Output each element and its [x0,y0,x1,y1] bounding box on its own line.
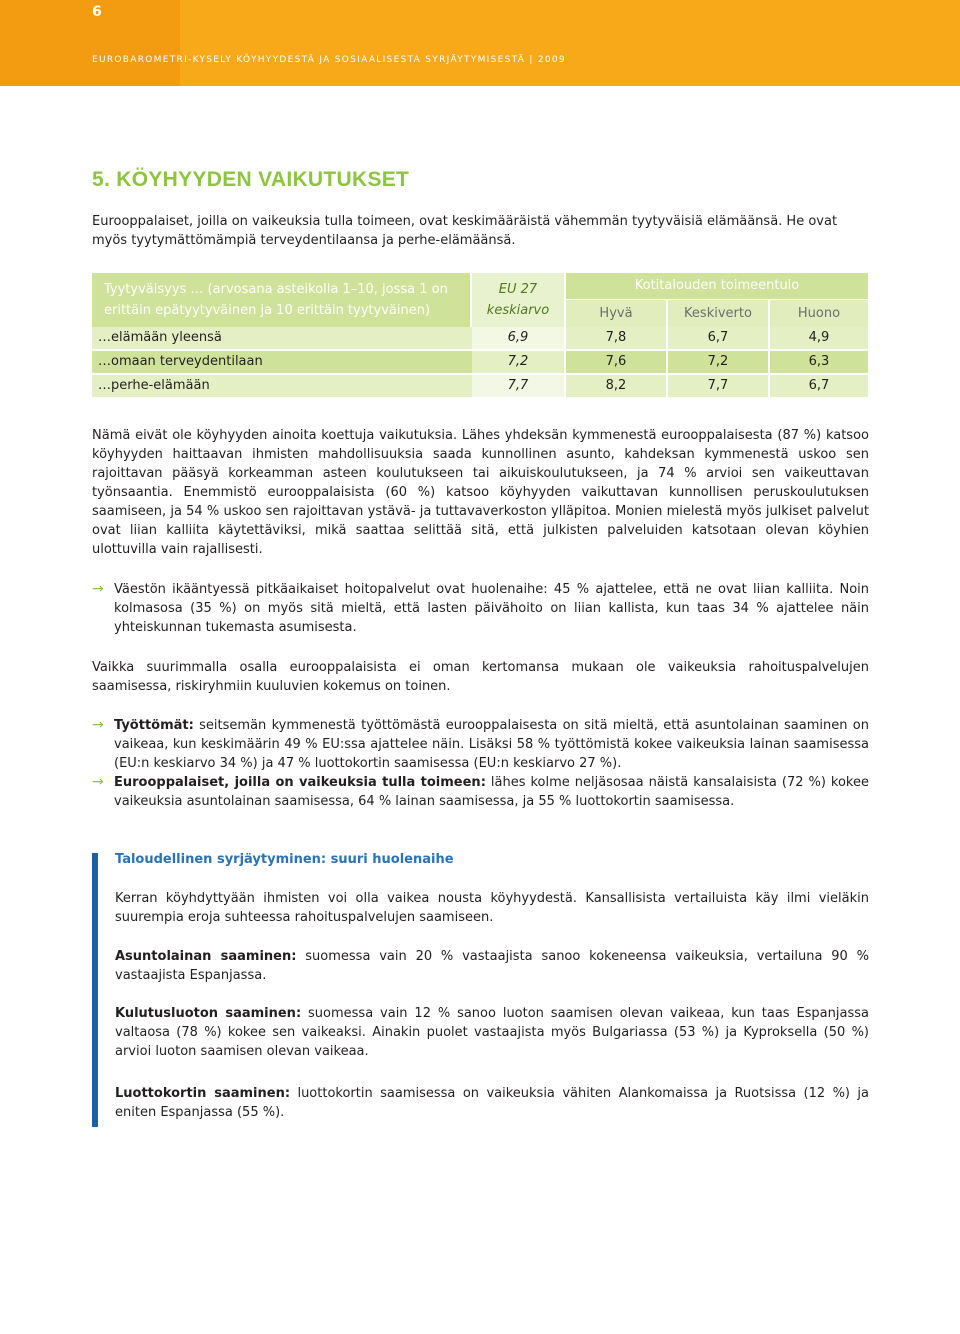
row-good: 8,2 [605,378,627,393]
sidebar-accent-bar [92,853,98,1127]
row-poor: 6,7 [808,378,830,393]
table-header-eu [472,273,564,327]
row-average: 6,7 [707,330,729,345]
arrow-right-icon: → [92,774,104,790]
sidebar-item-text: luottokortin saamisessa on vaikeuksia vähiten Alankomaissa ja Ruotsissa (12 %) ja eniten Espanjassa (55 %). [115,1086,869,1120]
bullet-text [114,773,869,811]
row-good: 7,8 [605,330,627,345]
sidebar-item-bold: Kulutusluoton saaminen: [115,1006,302,1021]
sidebar-title: Taloudellinen syrjäytyminen: suuri huolenaihe [115,852,454,867]
intro-paragraph: Eurooppalaiset, joilla on vaikeuksia tulla toimeen, ovat keskimääräistä vähemmän tyytyväisiä elämäänsä. He ovat myös tyytymättömämpiä terveydentilaansa ja perhe-elämäänsä. [92,214,838,248]
paragraph-finance: Vaikka suurimmalla osalla eurooppalaisista ei oman kertomansa mukaan ole vaikeuksia rahoituspalvelujen saamisessa, riskiryhmiin kuuluvien kokemus on toinen. [92,660,869,694]
eu-line1: EU 27 [498,282,538,297]
row-label: …omaan terveydentilaan [98,354,263,369]
row-poor: 6,3 [808,354,830,369]
row-average: 7,2 [707,354,729,369]
subheader-good: Hyvä [566,300,666,327]
row-poor: 4,9 [808,330,830,345]
row-good: 7,6 [605,354,627,369]
header-tab [0,0,180,86]
table-header-label: Tyytyväisyys … (arvosana asteikolla 1–10, jossa 1 on erittäin epätyytyväinen ja 10 erittäin tyytyväinen) [104,282,448,318]
bullet-text: Väestön ikääntyessä pitkäaikaiset hoitopalvelut ovat huolenaihe: 45 % ajattelee, että ne ovat liian kalliita. Noin kolmasosa (35 %) on myös sitä mieltä, että lasten päivähoito on liian kallista, kun taas 34 % ajattelee näin yhteiskunnan tukemasta asumisesta. [114,582,869,635]
subheader-average: Keskiverto [668,300,768,327]
sidebar-item-text: suomessa vain 12 % sanoo luoton saamisen olevan vaikeaa, kun taas Espanjassa valtaosa (78 %) kokee sen vaikeaksi. Ainakin puolet vastaajista myös Bulgariassa (53 %) ja Kyproksella (50 %) arvioi luoton saamisen olevan vaikeaa. [115,1006,869,1059]
bullet-rest: lähes kolme neljäsosaa näistä kansalaisista (72 %) kokee vaikeuksia asuntolainan saamisessa, 64 % lainan saamisessa, ja 55 % luottokortin saamisessa. [114,775,869,809]
row-label: …perhe-elämään [98,378,210,393]
sidebar-item-bold: Luottokortin saaminen: [115,1086,291,1101]
section-title: 5. KÖYHYYDEN VAIKUTUKSET [92,168,410,191]
row-average: 7,7 [707,378,729,393]
row-eu: 7,7 [507,378,529,393]
table-row [92,375,868,397]
eu-line2: keskiarvo [486,303,550,318]
bullet-bold: Työttömät: [114,718,194,733]
sidebar-item-bold: Asuntolainan saaminen: [115,949,297,964]
subheader-poor: Huono [770,300,868,327]
arrow-right-icon: → [92,581,104,597]
page-number: 6 [92,4,102,20]
bullet-text [114,716,869,773]
row-eu: 6,9 [507,330,529,345]
running-head: EUROBAROMETRI-KYSELY KÖYHYYDESTÄ JA SOSIAALISESTA SYRJÄYTYMISESTÄ | 2009 [92,55,566,65]
sidebar-item-text: suomessa vain 20 % vastaajista sanoo kokeneensa vaikeuksia, vertailuna 90 % vastaajista Espanjassa. [115,949,869,983]
bullet-bold: Eurooppalaiset, joilla on vaikeuksia tulla toimeen: [114,775,486,790]
sidebar-item [115,947,869,985]
arrow-right-icon: → [92,717,104,733]
bullet-rest: seitsemän kymmenestä työttömästä eurooppalaisesta on sitä mieltä, että asuntolainan saaminen on vaikeaa, kun keskimäärin 49 % EU:ssa ajattelee näin. Lisäksi 58 % työttömistä kokee vaikeuksia lainan saamisessa (EU:n keskiarvo 34 %) ja 47 % luottokortin saamisessa (EU:n keskiarvo 27 %). [114,718,869,771]
sidebar-intro: Kerran köyhdyttyään ihmisten voi olla vaikea nousta köyhyydestä. Kansallisista vertailuista käy ilmi vieläkin suurempia eroja suhteessa rahoituspalvelujen saamiseen. [115,891,869,925]
table-row [92,327,868,349]
sidebar-item [115,1004,869,1061]
paragraph-effects: Nämä eivät ole köyhyyden ainoita koettuja vaikutuksia. Lähes yhdeksän kymmenestä eurooppalaisesta (87 %) katsoo köyhyyden haittaavan ihmisten mahdollisuuksia saada kunnollinen asunto, kahdeksan kymmenestä uskoo sen rajoittavan pääsyä korkeamman asteen koulutukseen tai aikuiskoulutukseen, ja 74 % arvioi sen vaikeuttavan työnsaantia. Enemmistö eurooppalaisista (60 %) katsoo köyhyyden vaikuttavan kunnollisen peruskoulutuksen saamiseen, ja 54 % uskoo sen rajoittavan ystävä- ja tuttavaverkoston ylläpitoa. Monien mielestä myös julkiset palvelut ovat liian kalliita käytettäviksi, mikä saattaa selittää sitä, että julkisten palveluiden katsotaan olevan köyhien ulottuvilla vain rajallisesti. [92,428,869,557]
row-eu: 7,2 [507,354,529,369]
table-row [92,351,868,373]
table-group-header: Kotitalouden toimeentulo [566,273,868,299]
sidebar-item [115,1084,869,1122]
row-label: …elämään yleensä [98,330,222,345]
page-header-band [0,0,960,86]
